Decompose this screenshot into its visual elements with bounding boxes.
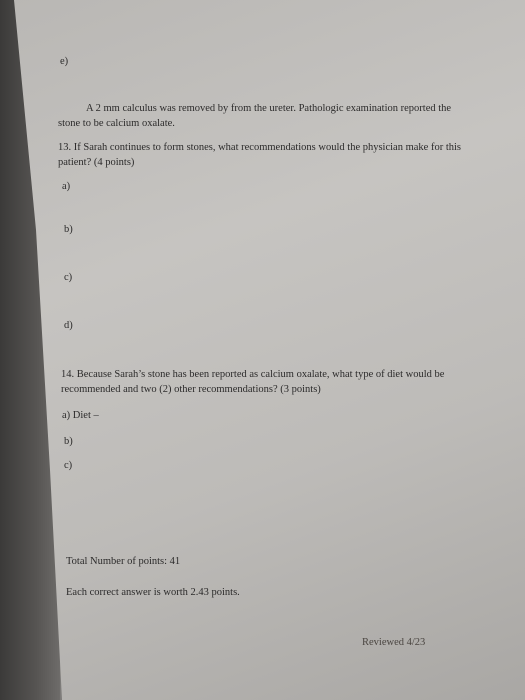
q13-option-b: b) <box>64 224 73 235</box>
reviewed-stamp: Reviewed 4/23 <box>362 637 426 648</box>
total-points-text: Total Number of points: 41 <box>66 556 181 567</box>
points-per-answer-text: Each correct answer is worth 2.43 points. <box>66 587 240 598</box>
question-14-line-2: recommended and two (2) other recommendations? (3 points) <box>61 384 321 395</box>
question-14-line-1: 14. Because Sarah’s stone has been reported as calcium oxalate, what type of diet would be <box>61 369 445 380</box>
case-text-line-1: A 2 mm calculus was removed by from the ureter. Pathologic examination reported the <box>86 103 452 114</box>
q13-option-c: c) <box>64 272 73 283</box>
item-e-label: e) <box>60 56 69 67</box>
q14-option-c: c) <box>64 460 73 471</box>
case-text-line-2: stone to be calcium oxalate. <box>58 118 175 129</box>
question-13-line-1: 13. If Sarah continues to form stones, what recommendations would the physician make for this <box>58 142 461 153</box>
q13-option-d: d) <box>64 320 73 331</box>
question-13-line-2: patient? (4 points) <box>58 157 135 168</box>
q13-option-a: a) <box>62 181 71 192</box>
q14-option-b: b) <box>64 436 73 447</box>
q14-option-a: a) Diet – <box>62 410 99 421</box>
